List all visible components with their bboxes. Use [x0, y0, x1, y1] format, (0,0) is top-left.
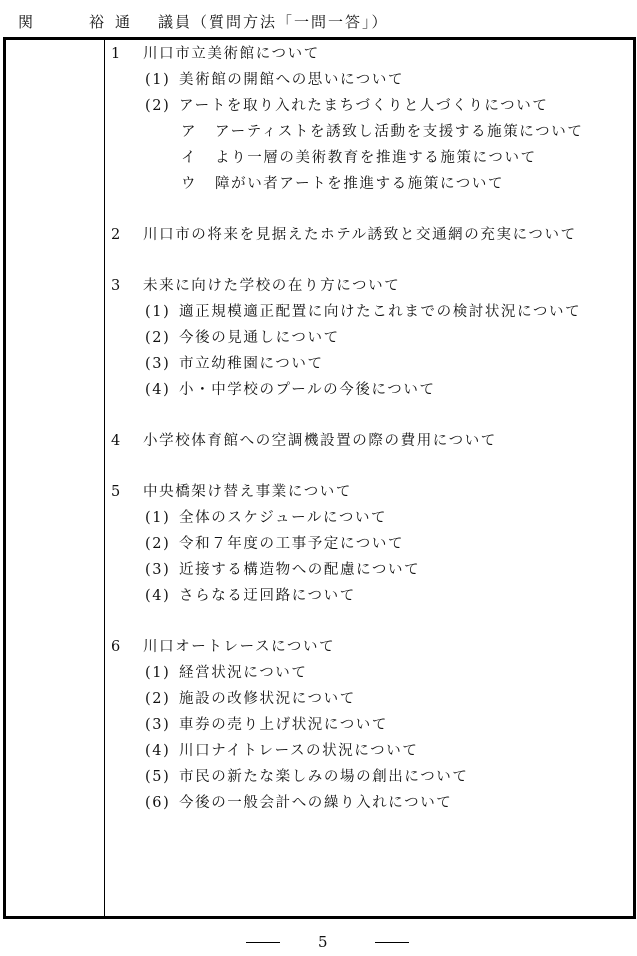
detail-marker: ウ: [181, 176, 198, 192]
subitem-number: (1): [145, 665, 171, 681]
detail-marker: イ: [181, 150, 198, 166]
subitem-text: 市立幼稚園について: [179, 356, 324, 372]
subitem-number: (1): [145, 510, 171, 526]
member-given-name: 裕通: [89, 13, 142, 31]
subitem-text: 近接する構造物への配慮について: [179, 562, 421, 578]
subitem-text: 全体のスケジュールについて: [179, 510, 388, 526]
question-list: [105, 43, 633, 916]
subitem-text: 車券の売り上げ状況について: [179, 717, 389, 733]
subitem-text: 適正規模適正配置に向けたこれまでの検討状況について: [179, 304, 582, 320]
footer-rule-left: [246, 942, 280, 943]
question-table: [3, 37, 636, 919]
subitem-text: 市民の新たな楽しみの場の創出について: [179, 769, 469, 785]
detail-text: アーティストを誘致し活動を支援する施策について: [215, 124, 584, 140]
subitem-text: 今後の見通しについて: [179, 330, 340, 346]
subitem-number: (2): [145, 691, 171, 707]
item-number: 5: [111, 484, 122, 500]
item-text: 未来に向けた学校の在り方について: [143, 278, 401, 294]
subitem-number: (4): [145, 382, 171, 398]
member-surname: 関: [18, 13, 34, 31]
subitem-text: 今後の一般会計への繰り入れについて: [179, 795, 453, 811]
item-text: 小学校体育館への空調機設置の際の費用について: [143, 433, 497, 449]
subitem-number: (3): [145, 717, 171, 733]
page-number: 5: [318, 933, 328, 951]
item-number: 1: [111, 46, 122, 62]
subitem-text: アートを取り入れたまちづくりと人づくりについて: [179, 98, 549, 114]
question-header: [0, 12, 637, 32]
subitem-number: (1): [145, 304, 171, 320]
subitem-text: 経営状況について: [179, 665, 308, 681]
detail-marker: ア: [181, 124, 198, 140]
subitem-number: (2): [145, 98, 171, 114]
subitem-number: (4): [145, 588, 171, 604]
subitem-number: (4): [145, 743, 171, 759]
subitem-number: (3): [145, 356, 171, 372]
item-number: 2: [111, 227, 122, 243]
item-number: 3: [111, 278, 122, 294]
detail-text: 障がい者アートを推進する施策について: [215, 176, 505, 192]
item-number: 4: [111, 433, 122, 449]
item-text: 中央橋架け替え事業について: [143, 484, 353, 500]
subitem-text: 施設の改修状況について: [179, 691, 356, 707]
subitem-number: (2): [145, 330, 171, 346]
subitem-text: 美術館の開館への思いについて: [179, 72, 405, 88]
item-text: 川口市の将来を見据えたホテル誘致と交通網の充実について: [143, 227, 577, 243]
subitem-number: (1): [145, 72, 171, 88]
subitem-text: さらなる迂回路について: [179, 588, 356, 604]
page-footer: [0, 930, 637, 954]
subitem-text: 川口ナイトレースの状況について: [179, 743, 419, 759]
item-text: 川口市立美術館について: [143, 46, 320, 62]
footer-rule-right: [375, 942, 409, 943]
item-number: 6: [111, 639, 122, 655]
item-text: 川口オートレースについて: [143, 639, 336, 655]
subitem-text: 令和７年度の工事予定について: [179, 536, 405, 552]
subitem-text: 小・中学校のプールの今後について: [179, 382, 436, 398]
member-title: 議員（質問方法「一問一答」）: [158, 13, 389, 31]
subitem-number: (5): [145, 769, 171, 785]
detail-text: より一層の美術教育を推進する施策について: [215, 150, 537, 166]
subitem-number: (2): [145, 536, 171, 552]
subitem-number: (6): [145, 795, 171, 811]
subitem-number: (3): [145, 562, 171, 578]
